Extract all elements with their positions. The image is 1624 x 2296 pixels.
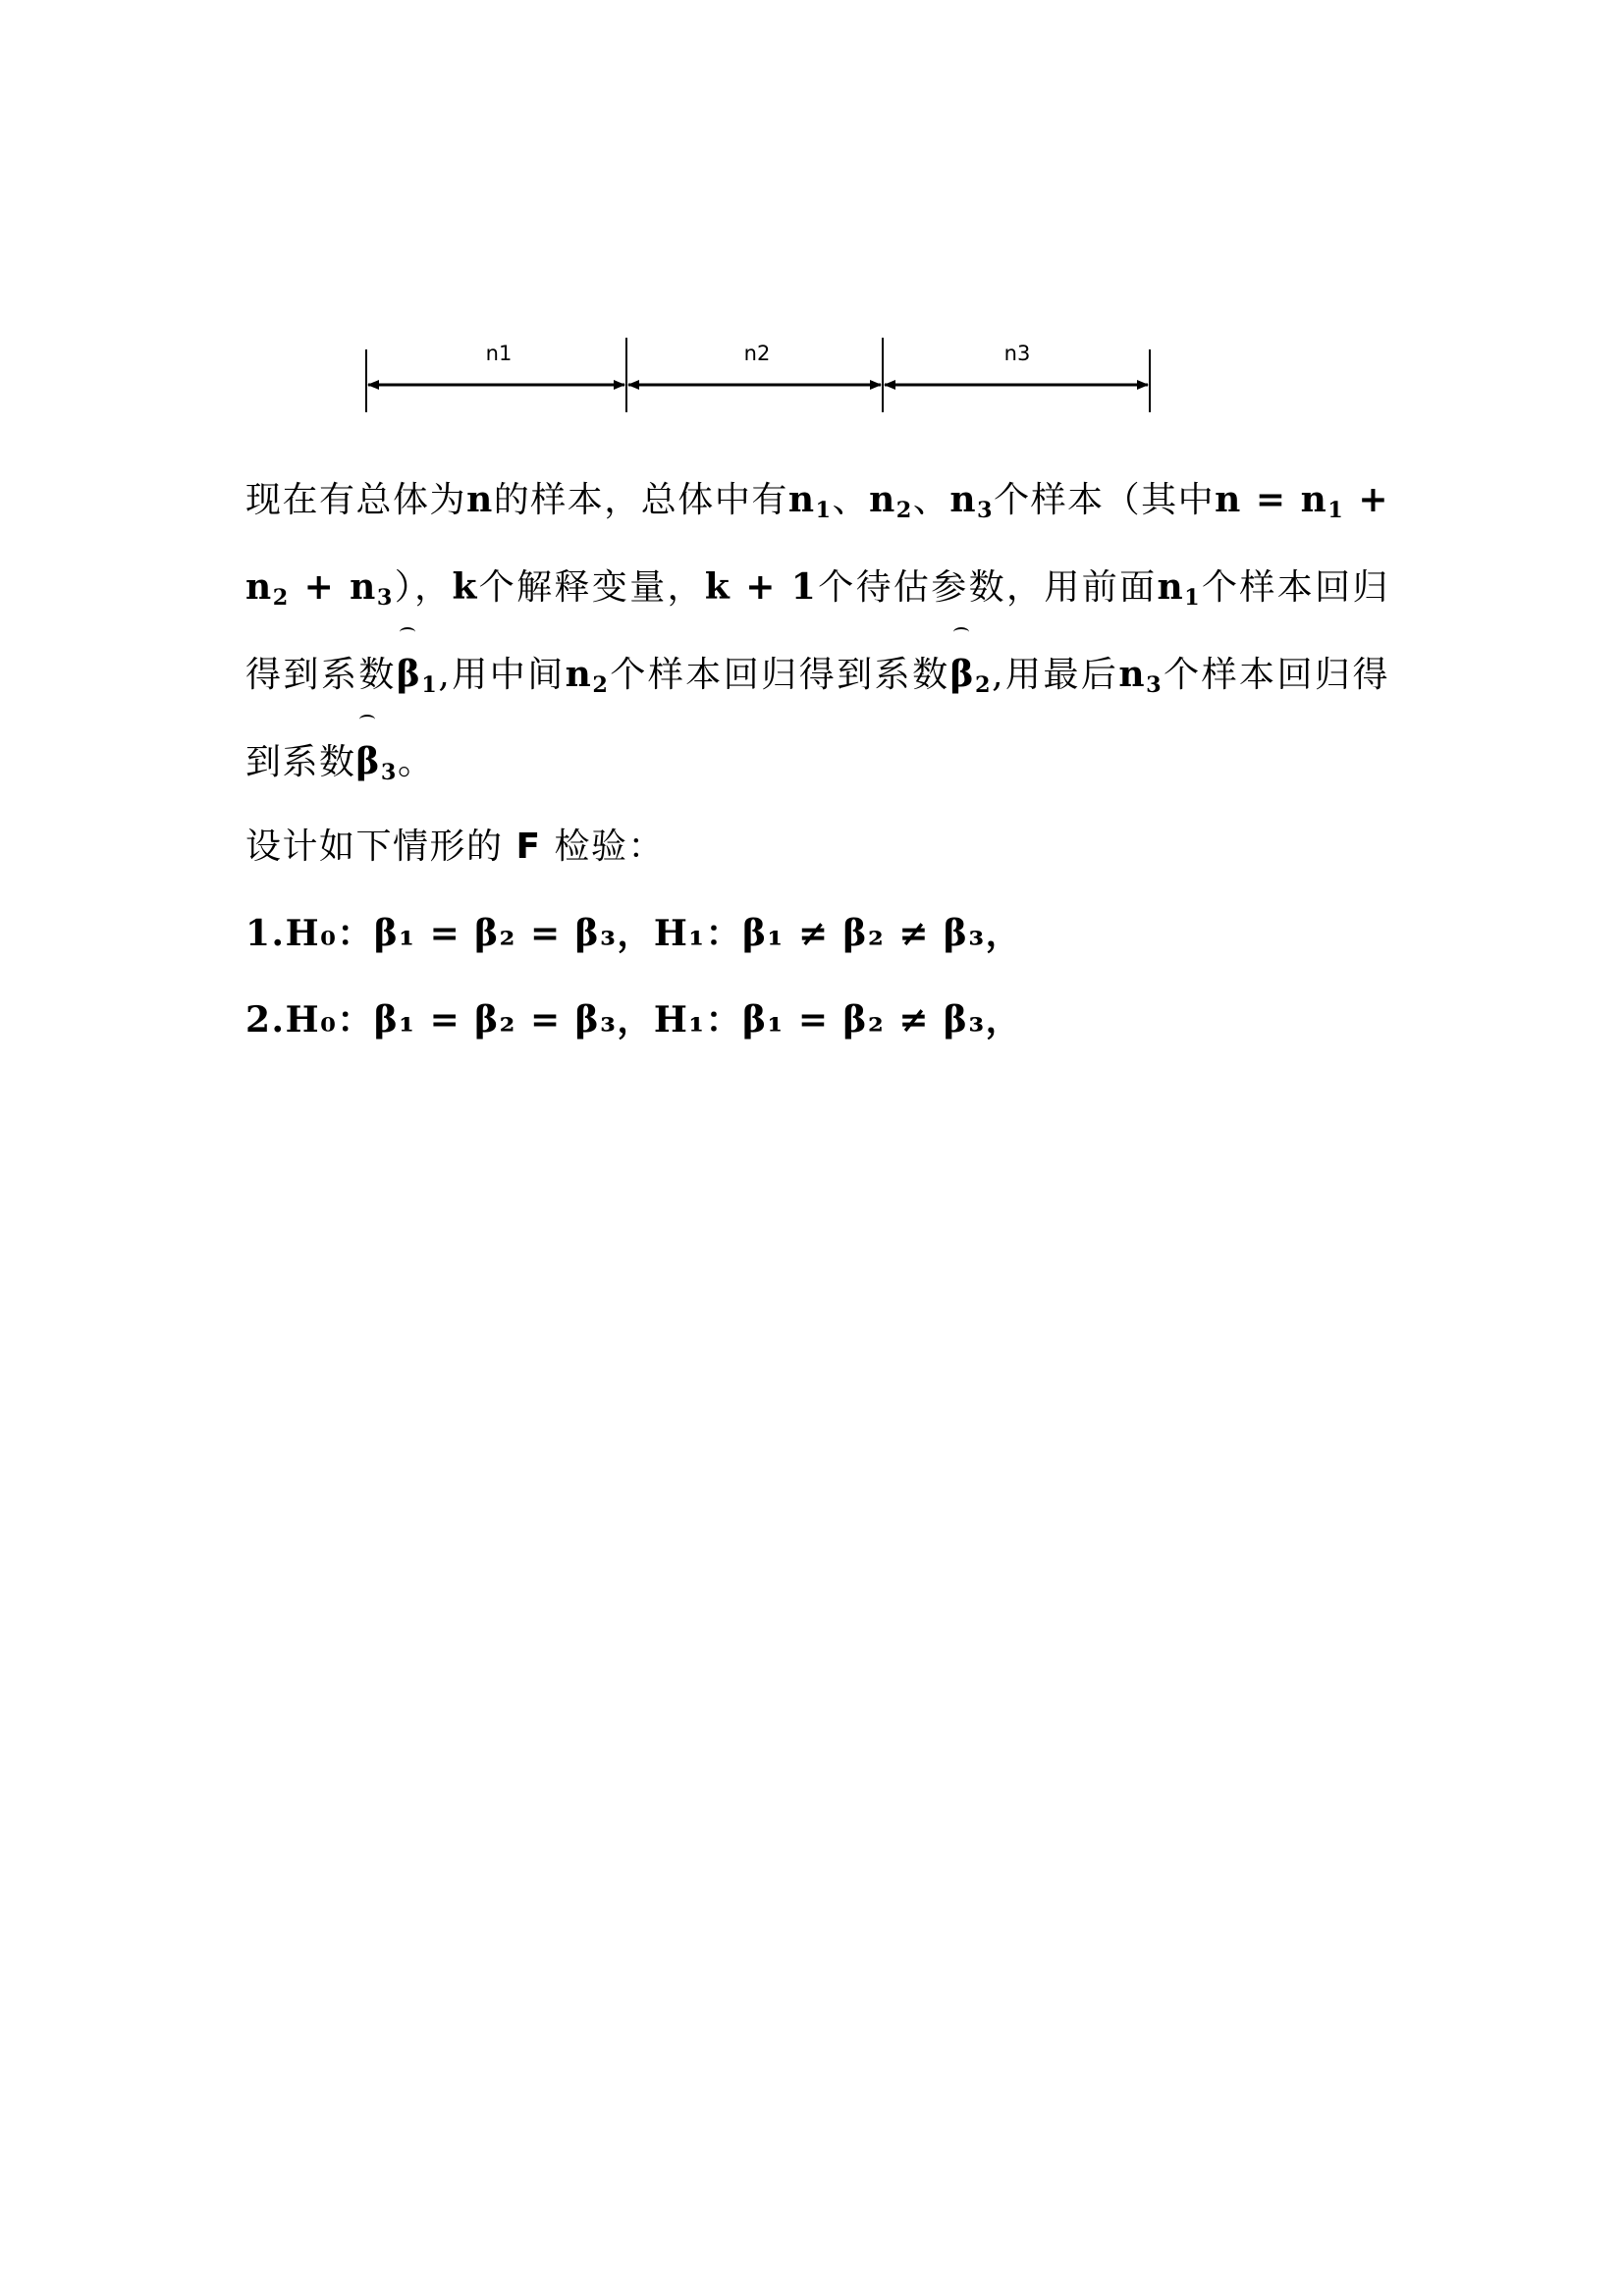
segment-n3-label: n3: [1003, 342, 1031, 365]
hypothesis-case-2: 2.H₀：β₁ = β₂ = β₃，H₁：β₁ = β₂ ≠ β₃，: [245, 999, 1023, 1041]
sample-split-diagram: [0, 0, 1624, 432]
beta-hat-2: β: [950, 631, 975, 718]
beta-hat-1: β: [397, 631, 421, 718]
f-test-heading: 设计如下情形的 F 检验：: [245, 827, 665, 867]
segment-n1-label: n1: [485, 342, 513, 365]
hypothesis-case-1: 1.H₀：β₁ = β₂ = β₃，H₁：β₁ ≠ β₂ ≠ β₃，: [245, 913, 1023, 954]
segment-n2-label: n2: [743, 342, 771, 365]
beta-hat-3: β: [356, 719, 381, 805]
problem-description: 现在有总体为n的样本，总体中有$n_1$、$n_2$、$n_3$个样本（其中$n = n_1 + n_2 + n_3$），k个解释变量，k + 1个待估参数，用前面$n_1$个样本回归得到系数$\beta_1$,用中间$n_2$个样本回归得到系数$\beta_2$,用最后$n_3$个样本回归得到系数$\beta_3$。: [245, 456, 1389, 806]
